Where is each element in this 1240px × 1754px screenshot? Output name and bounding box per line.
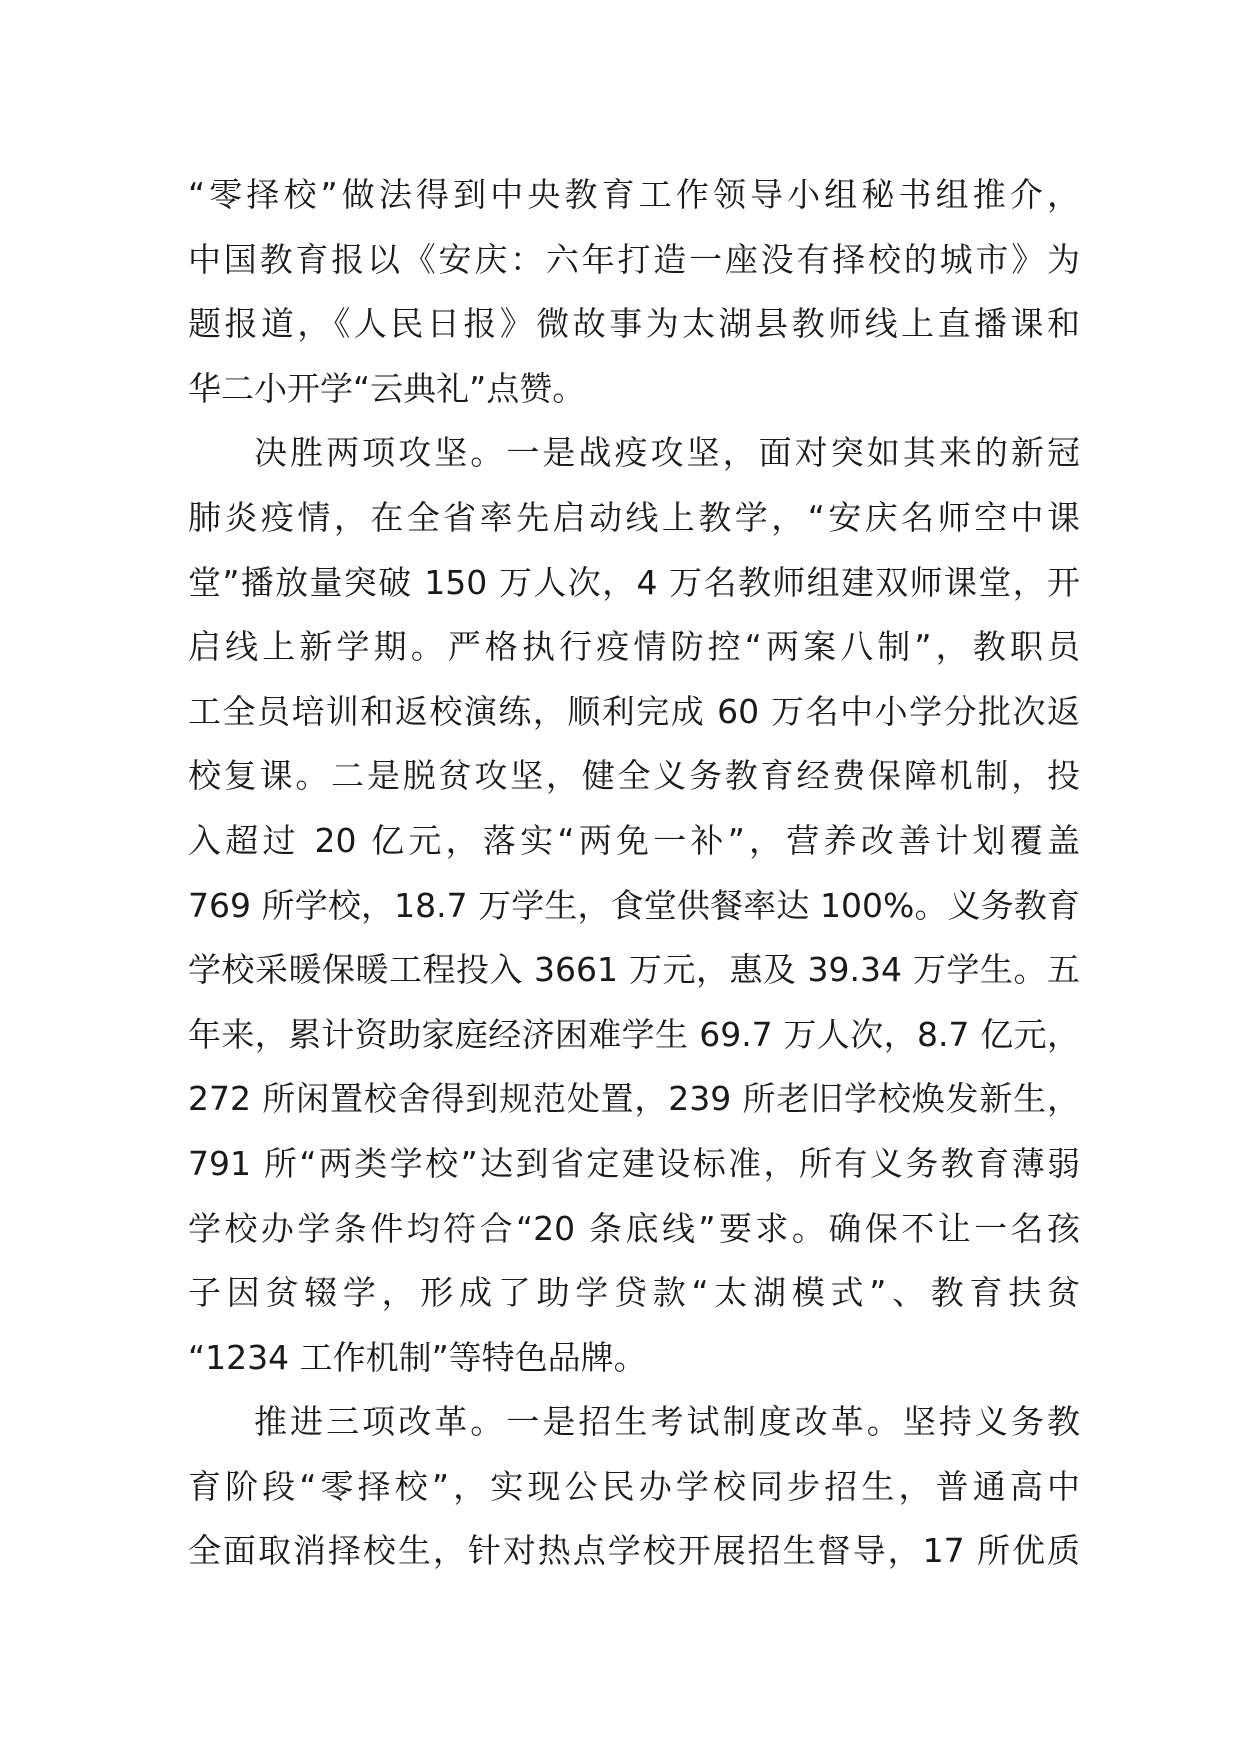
text-line: 769 所学校，18.7 万学生，食堂供餐率达 100%。义务教育 <box>188 885 1080 925</box>
text-line: 题报道，《人民日报》微故事为太湖县教师线上直播课和 <box>188 304 1080 344</box>
body-text <box>188 163 1080 1584</box>
text-line: “零择校”做法得到中央教育工作领导小组秘书组推介， <box>188 175 1080 214</box>
text-line: 育阶段“零择校”，实现公民办学校同步招生，普通高中 <box>188 1466 1080 1506</box>
text-line: 791 所“两类学校”达到省定建设标准，所有义务教育薄弱 <box>188 1143 1080 1183</box>
text-line: 全面取消择校生，针对热点学校开展招生督导，17 所优质 <box>188 1531 1080 1571</box>
text-line: 肺炎疫情，在全省率先启动线上教学，“安庆名师空中课 <box>188 497 1080 537</box>
text-line: 堂”播放量突破 150 万人次，4 万名教师组建双师课堂，开 <box>188 562 1080 602</box>
text-line: 入超过 20 亿元，落实“两免一补”，营养改善计划覆盖 <box>188 820 1080 860</box>
text-line: 启线上新学期。严格执行疫情防控“两案八制”，教职员 <box>188 627 1080 667</box>
text-line: 中国教育报以《安庆：六年打造一座没有择校的城市》为 <box>188 239 1080 279</box>
paragraph-first-line: 决胜两项攻坚。一是战疫攻坚，面对突如其来的新冠 <box>254 433 1080 473</box>
text-line: 学校办学条件均符合“20 条底线”要求。确保不让一名孩 <box>188 1208 1080 1248</box>
text-line: “1234 工作机制”等特色品牌。 <box>188 1337 647 1377</box>
text-line: 校复课。二是脱贫攻坚，健全义务教育经费保障机制，投 <box>188 756 1080 796</box>
text-line: 272 所闲置校舍得到规范处置，239 所老旧学校焕发新生， <box>188 1079 1080 1119</box>
text-line: 华二小开学“云典礼”点赞。 <box>188 368 586 408</box>
text-line: 工全员培训和返校演练，顺利完成 60 万名中小学分批次返 <box>188 691 1080 731</box>
text-line: 年来，累计资助家庭经济困难学生 69.7 万人次，8.7 亿元， <box>188 1014 1080 1054</box>
text-line: 学校采暖保暖工程投入 3661 万元，惠及 39.34 万学生。五 <box>188 950 1080 990</box>
text-line: 子因贫辍学，形成了助学贷款“太湖模式”、教育扶贫 <box>188 1273 1080 1313</box>
paragraph-first-line: 推进三项改革。一是招生考试制度改革。坚持义务教 <box>254 1402 1080 1442</box>
